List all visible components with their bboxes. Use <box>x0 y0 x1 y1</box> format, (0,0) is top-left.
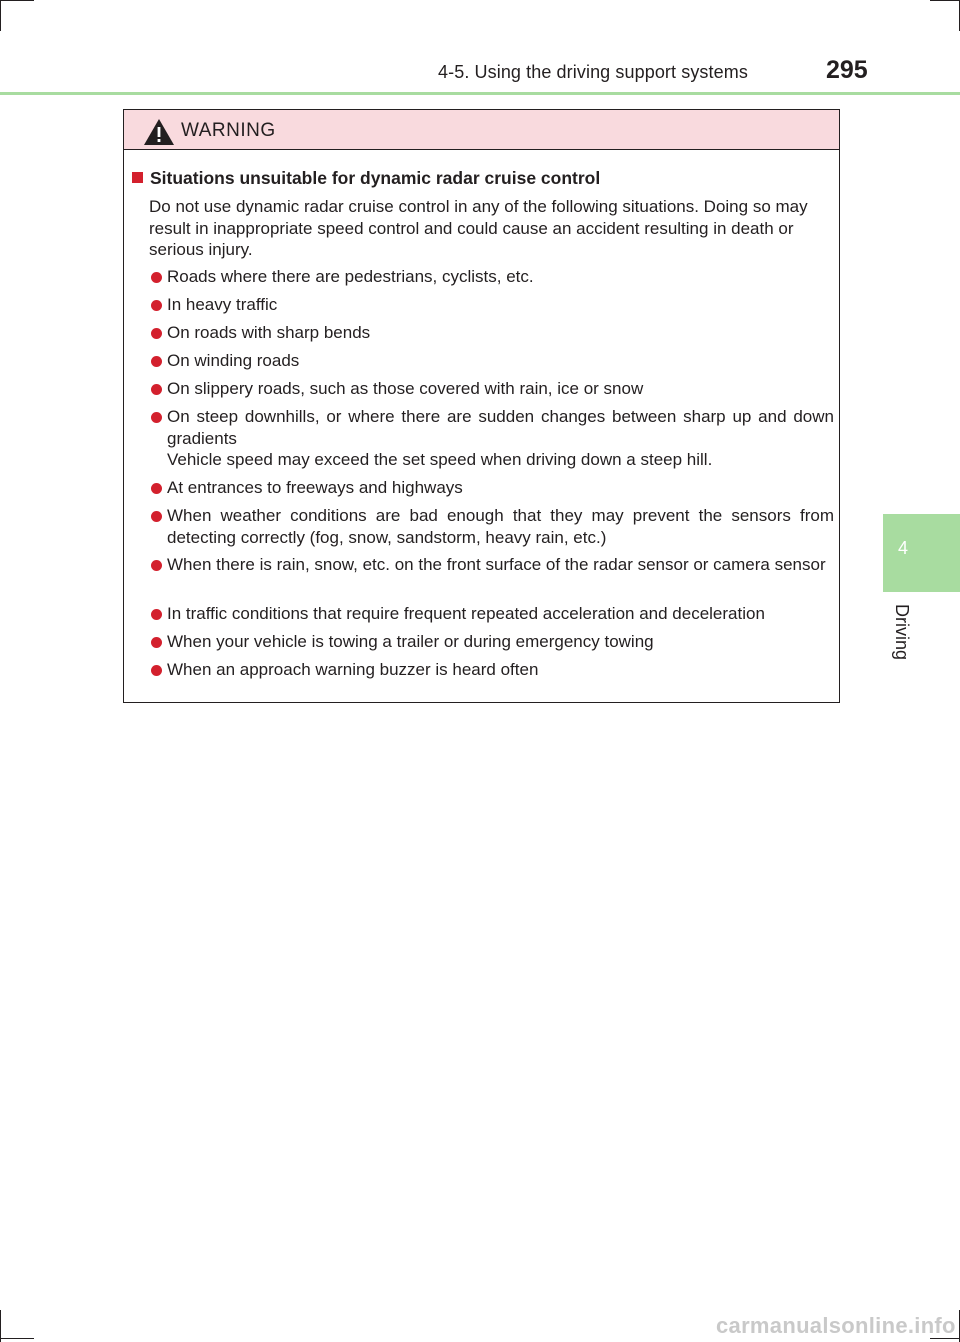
list-item-text: On winding roads <box>167 351 300 370</box>
bullet-dot-icon <box>151 511 162 522</box>
section-heading-text: Situations unsuitable for dynamic radar cruise control <box>150 168 601 188</box>
crop-mark <box>0 0 34 1</box>
list-item <box>149 350 834 372</box>
list-item <box>149 378 834 400</box>
list-item-text: In traffic conditions that require frequent repeated acceleration and deceleration <box>167 604 765 623</box>
crop-mark <box>930 0 960 1</box>
warning-header <box>124 110 839 150</box>
chapter-tab[interactable] <box>883 514 960 592</box>
crop-mark <box>0 0 1 31</box>
warning-triangle-icon <box>143 118 175 146</box>
list-item <box>149 505 834 548</box>
footer-watermark: carmanualsonline.info <box>716 1313 956 1338</box>
bullet-dot-icon <box>151 300 162 311</box>
bullet-dot-icon <box>151 665 162 676</box>
list-item-text: When your vehicle is towing a trailer or during emergency towing <box>167 632 654 651</box>
list-item-text: On slippery roads, such as those covered with rain, ice or snow <box>167 379 644 398</box>
square-bullet-icon <box>132 172 143 183</box>
crop-mark <box>0 1310 1 1342</box>
bullet-dot-icon <box>151 483 162 494</box>
list-item <box>149 322 834 344</box>
page-number: 295 <box>826 56 868 84</box>
list-item-text: In heavy traffic <box>167 295 278 314</box>
list-item-text: When there is rain, snow, etc. on the front surface of the radar sensor or camera sensor <box>167 555 826 574</box>
list-item <box>149 659 834 681</box>
bullet-dot-icon <box>151 560 162 571</box>
section-heading <box>132 168 600 189</box>
list-item <box>149 603 834 625</box>
chapter-number: 4 <box>897 538 908 558</box>
bullet-dot-icon <box>151 328 162 339</box>
header-divider <box>0 92 960 95</box>
section-title: 4-5. Using the driving support systems <box>438 62 748 82</box>
list-item-text: When an approach warning buzzer is heard often <box>167 660 539 679</box>
chapter-label-text: Driving <box>892 604 912 661</box>
list-item-text: At entrances to freeways and highways <box>167 478 463 497</box>
list-item <box>149 554 834 576</box>
warning-box <box>123 109 840 703</box>
bullet-dot-icon <box>151 609 162 620</box>
crop-mark <box>0 1338 34 1339</box>
list-item <box>149 294 834 316</box>
list-item <box>149 631 834 653</box>
bullet-dot-icon <box>151 412 162 423</box>
list-item-text: On roads with sharp bends <box>167 323 371 342</box>
list-item-text: On steep downhills, or where there are sudden changes between sharp up and down gradients <box>167 407 834 448</box>
list-item <box>149 477 834 499</box>
chapter-label <box>882 604 922 674</box>
bullet-dot-icon <box>151 272 162 283</box>
list-item-text: Roads where there are pedestrians, cyclists, etc. <box>167 267 534 286</box>
intro-paragraph: Do not use dynamic radar cruise control in any of the following situations. Doing so may result in inappropriate speed control and could cause an accident resulting in death or serious injury. <box>149 197 808 259</box>
list-item <box>149 406 834 471</box>
bullet-dot-icon <box>151 637 162 648</box>
list-item <box>149 266 834 288</box>
bullet-dot-icon <box>151 356 162 367</box>
list-item-text: When weather conditions are bad enough that they may prevent the sensors from detecting correctly (fog, snow, sandstorm, heavy rain, etc.) <box>167 506 834 547</box>
list-item-note: Vehicle speed may exceed the set speed when driving down a steep hill. <box>167 450 713 469</box>
bullet-dot-icon <box>151 384 162 395</box>
warning-title: WARNING <box>181 120 276 141</box>
